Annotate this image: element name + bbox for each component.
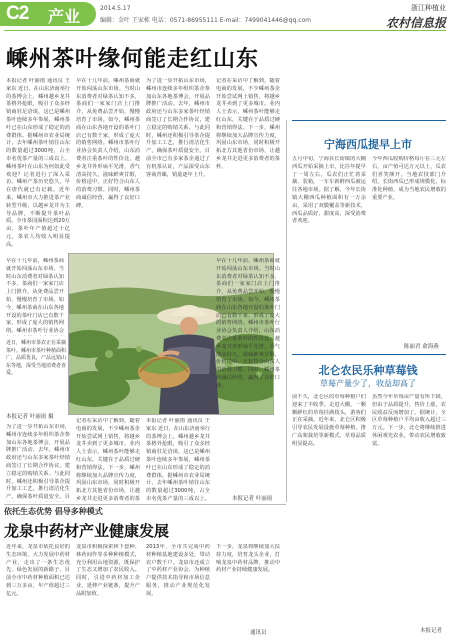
- paper-region: 浙江种植业: [411, 4, 446, 12]
- lead-col-2: 早在十几年前，嵊州茶商就开始闯荡山东市场。当时山东消费者对绿茶认知不多，茶商们一家家门店上门推介，从免费品尝开始，慢慢培育了市场。如今，嵊州茶商在山东各地开设的茶叶门店已有数千家，形成了庞大的销售网络。嵊州市茶叶行业协会负责人介绍，山东消费者注重茶叶的性价比，越乡龙井外形扁平光滑，香气清高持久，滋味鲜爽甘醇，价格适中，正好符合山东人的消费习惯。同时，嵊州茶商诚信经营，赢得了良好口碑。: [76, 78, 140, 209]
- sidebar-top-rule: [292, 120, 446, 121]
- section-name: 产业: [48, 7, 81, 26]
- sidebar-top-title: 宁海西瓜提早上市: [324, 138, 412, 151]
- sidebar-bottom-rule: [292, 354, 446, 355]
- paper-name: 农村信息报: [385, 16, 446, 30]
- bottom-headline: 龙泉中药材产业健康发展: [4, 522, 170, 540]
- lead-byline: 本报记者 叶丽雨: [232, 496, 273, 502]
- issue-date: 2014.5.17: [100, 5, 131, 12]
- lead-col-3c: 本报记者 叶丽雨 通讯员 王家东 近日，在山东济南举行的茶博会上，嵊州越乡龙井茶格外抢眼，吸引了众多经销商驻足洽谈。这已是嵊州茶叶连续多年参展，嵊州茶叶已在山东形成了稳定的消费群体。据嵊州市农业局统计，去年嵊州茶叶销往山东的数量超过3000吨，占全市名优茶产量的三成以上。: [146, 418, 210, 502]
- section-code: C2: [6, 3, 29, 24]
- lead-headline: 嵊州茶叶缘何能走红山东: [6, 47, 260, 72]
- sidebar-top-col-1: 五月中旬，宁海县长街镇的大棚西瓜开始采摘上市，比往年提早了一周左右。瓜农们正忙着采摘、装箱，一车车新鲜西瓜被运往各地市场。据了解，今年长街镇大棚西瓜种植面积有一万余亩，采用了双膜覆盖等新技术，西瓜品质好、甜度高，深受消费者欢迎。: [292, 156, 366, 225]
- lead-col-2c: 记者在采访中了解到，随着电商的发展，不少嵊州茶企开始尝试网上销售，将越乡龙井卖到了更多城市。业内人士表示，嵊州茶叶能够走红山东，关键在于品质过硬和营销得法。下一步，嵊州将继续加大品牌宣传力度，巩固山东市场，同时积极开拓北方其他省份市场，让越乡龙井走进更多消费者的茶: [76, 418, 140, 502]
- bottom-col-2: 龙泉市积极探索林下套种、林药间作等多种种植模式，充分利用山地资源，既保护了生态又增加了农民收入。同时，引进中药材加工企业，延伸产业链条，提升产品附加值。: [76, 544, 140, 597]
- lead-col-1: 本报记者 叶丽雨 通讯员 王家东 近日，在山东济南举行的茶博会上，嵊州越乡龙井茶格外抢眼，吸引了众多经销商驻足洽谈。这已是嵊州茶叶连续多年参展，嵊州茶叶已在山东形成了稳定的消费群体。据嵊州市农业局统计，去年嵊州茶叶销往山东的数量超过3000吨，占全市名优茶产量的三成以上。嵊州茶叶在山东为何如此受欢迎？记者进行了深入采访。嵊州产茶历史悠久，早在唐代就已有记载。近年来，嵊州市大力推进茶产业转型升级，以越乡龙井为主导品牌，不断提升茶叶品质。全市茶园面积达到20万亩，茶叶年产值超过十亿元，茶农人均收入明显提高。: [6, 78, 70, 248]
- sidebar-bottom-col-1: 前不久，北仑区的草莓种植户们迎来了丰收季。走进大棚，一颗颗鲜红的草莓挂满枝头，游客们正在采摘。近年来，北仑区积极引导农民发展设施草莓种植，推广高架栽培等新模式，草莓品质明显提高。: [292, 394, 366, 447]
- lead-col-3: 为了进一步开拓山东市场，嵊州市连续多年组织茶企参加山东各地茶博会，开展品牌推广活动。去年，嵊州市政府还与山东多家茶叶经销商签订了长期合作协议，建立稳定的购销关系。与此同时，嵊州还积极引导茶企提升加工工艺，推行清洁化生产，确保茶叶质量安全。目前全市已有多家茶企通过了有机茶认证，产品深受山东客商青睐，销量逐年上升。: [146, 78, 210, 178]
- lead-col-4c: 早在十几年前，嵊州茶商就开始闯荡山东市场。当时山东消费者对绿茶认知不多，茶商们一家家门店上门推介，从免费品尝开始，慢慢培育了市场。如今，嵊州茶商在山东各地开设的茶叶门店已有数千家，形成了庞大的销售网络。嵊州市茶叶行业协会负责人介绍，山东消费者注重茶叶的性价比，越乡龙井外形扁平光滑，香气清高持久，滋味鲜爽甘醇，价格适中，正好符合山东人的消费习惯。同时，嵊州茶商诚信经营，赢得了良好口碑。: [216, 258, 280, 389]
- photo-caption: 近日，嵊州市茶农正在采摘茶叶。嵊州市茶叶种植面积广，品质优良，产品远销山东等地，深受当地消费者喜爱。: [6, 340, 67, 377]
- bottom-byline: 通讯员: [250, 630, 267, 636]
- lead-col-1b: 早在十几年前，嵊州茶商就开始闯荡山东市场。当时山东消费者对绿茶认知不多，茶商们一家家门店上门推介，从免费品尝开始，慢慢培育了市场。如今，嵊州茶商在山东各地开设的茶叶门店已有数千家，形成了庞大的销售网络。嵊州市茶叶行业协会: [6, 258, 64, 335]
- masthead-rule: [4, 30, 446, 31]
- bottom-article-rule: [4, 504, 286, 505]
- sidebar-bottom-subtitle: 草莓产量少了，收益却高了: [320, 379, 416, 388]
- bottom-subhead: 依托生态优势 倡导多种模式: [4, 507, 103, 516]
- lead-col-4: 记者在采访中了解到，随着电商的发展，不少嵊州茶企开始尝试网上销售，将越乡龙井卖到了更多城市。业内人士表示，嵊州茶叶能够走红山东，关键在于品质过硬和营销得法。下一步，嵊州将继续加大品牌宣传力度，巩固山东市场，同时积极开拓北方其他省份市场，让越乡龙井走进更多消费者的茶杯。: [216, 78, 280, 170]
- lead-col-1c: 为了进一步开拓山东市场，嵊州市连续多年组织茶企参加山东各地茶博会，开展品牌推广活动。去年，嵊州市政府还与山东多家茶叶经销商签订了长期合作协议，建立稳定的购销关系。与此同时，嵊州还积极引导茶企提升加工工艺，推行清洁化生产，确保茶叶质量安全。目: [6, 424, 70, 501]
- sidebar-top-byline: 陈丽君 俞海燕: [404, 344, 439, 350]
- bottom-col-3: 2013年，全市共完成中药材种植基地建设多处，带动农户数千户。龙泉市还成立了中药材产业协会，为种植户提供技术指导和市场信息服务，推动产业规范化发展。: [146, 544, 210, 597]
- photo-credit: 本报记者 叶丽雨 摄: [6, 414, 54, 420]
- bottom-col-1: 近年来，龙泉市依托良好的生态环境，大力发展中药材产业，走出了一条生态优先、绿色发展的新路子。目前全市中药材种植面积已达到三万多亩，年产值超过三亿元。: [6, 544, 70, 597]
- sidebar-top-col-2: 今年西瓜收购价格每斤在三元左右，亩产值可达万元以上，瓜农们喜笑颜开。当地农技部门介绍，长街西瓜已形成规模化、标准化种植，成为当地农民增收的重要产业。: [372, 156, 446, 201]
- bottom-col-4: 下一步，龙泉将继续加大扶持力度，培育龙头企业，打响龙泉中药材品牌，推动中药材产业持续健康发展。: [216, 544, 280, 574]
- staff-line: 编辑：金叶 王家栋 电话：0571-86955111 E-mail：7499041446@qq.com: [100, 17, 312, 24]
- column-divider: [286, 120, 287, 502]
- sidebar-bottom-byline: 本报记者: [420, 628, 443, 634]
- masthead: [0, 0, 450, 30]
- sidebar-bottom-title: 北仑农民乐种草莓钱: [318, 364, 418, 377]
- sidebar-bottom-col-2: 虽然今年草莓亩产量有所下降，但由于品质提升，售价上涨，农民收益反而增加了。据统计，全区草莓种植户平均亩收入超过三万元。下一步，北仑将继续推进休闲观光农业，带动农民增收致富。: [372, 394, 446, 447]
